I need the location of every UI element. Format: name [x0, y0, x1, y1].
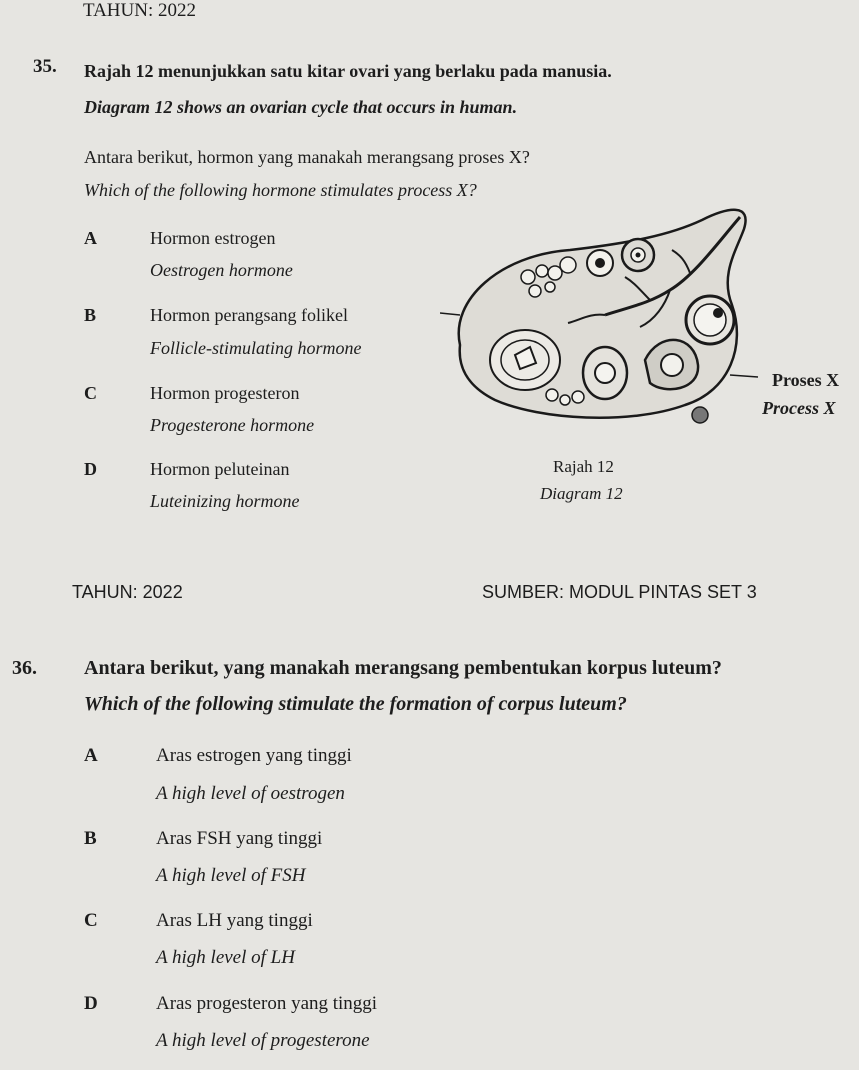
q35-option-a-letter: A — [84, 228, 97, 248]
q35-option-c-letter: C — [84, 383, 97, 403]
q36-option-a-letter: A — [84, 745, 98, 766]
diagram-label-ms: Proses X — [772, 370, 840, 390]
q35-option-a-ms: Hormon estrogen — [150, 228, 276, 248]
q36-option-b-ms: Aras FSH yang tinggi — [156, 828, 323, 849]
q35-option-b-en: Follicle-stimulating hormone — [150, 338, 362, 358]
q36-question-en: Which of the following stimulate the formation of corpus luteum? — [84, 693, 627, 715]
q35-option-d-letter: D — [84, 459, 97, 479]
q35-option-d-ms: Hormon peluteinan — [150, 459, 290, 479]
q36-option-d-ms: Aras progesteron yang tinggi — [156, 993, 378, 1014]
footer-source: SUMBER: MODUL PINTAS SET 3 — [482, 582, 757, 602]
q36-option-b-en: A high level of FSH — [156, 865, 306, 886]
graafian-follicle — [686, 296, 734, 344]
q35-option-b-letter: B — [84, 305, 97, 325]
corpus-luteum — [583, 347, 627, 399]
q36-option-c-ms: Aras LH yang tinggi — [156, 910, 313, 931]
q36-number: 36. — [12, 657, 37, 679]
q35-question-en: Diagram 12 shows an ovarian cycle that occurs in human. — [84, 97, 518, 117]
q35-option-c-ms: Hormon progesteron — [150, 383, 300, 403]
q36-option-d-letter: D — [84, 993, 98, 1014]
q36-option-a-en: A high level of oestrogen — [156, 783, 345, 804]
q36-question-ms: Antara berikut, yang manakah merangsang pembentukan korpus luteum? — [84, 657, 722, 679]
q35-prompt-ms: Antara berikut, hormon yang manakah merangsang proses X? — [84, 147, 530, 167]
q36-option-d-en: A high level of progesterone — [156, 1030, 370, 1051]
q35-question-ms: Rajah 12 menunjukkan satu kitar ovari yang berlaku pada manusia. — [84, 61, 612, 81]
diagram-caption-ms: Rajah 12 — [553, 457, 614, 476]
q35-prompt-en: Which of the following hormone stimulates process X? — [84, 180, 477, 200]
q36-option-a-ms: Aras estrogen yang tinggi — [156, 745, 352, 766]
corpus-albicans — [490, 330, 560, 390]
q35-option-d-en: Luteinizing hormone — [150, 491, 300, 511]
ovarian-cycle-diagram — [440, 195, 760, 445]
q36-option-b-letter: B — [84, 828, 97, 849]
q36-option-c-letter: C — [84, 910, 98, 931]
released-ovum — [692, 407, 708, 423]
diagram-label-en: Process X — [762, 398, 836, 418]
diagram-caption-en: Diagram 12 — [540, 484, 623, 503]
footer-year: TAHUN: 2022 — [72, 582, 183, 602]
q35-number: 35. — [33, 56, 57, 77]
ruptured-follicle — [645, 340, 698, 389]
q35-option-c-en: Progesterone hormone — [150, 415, 315, 435]
q35-option-a-en: Oestrogen hormone — [150, 260, 293, 280]
header-year: TAHUN: 2022 — [83, 0, 196, 21]
q35-option-b-ms: Hormon perangsang folikel — [150, 305, 348, 325]
q36-option-c-en: A high level of LH — [156, 947, 295, 968]
